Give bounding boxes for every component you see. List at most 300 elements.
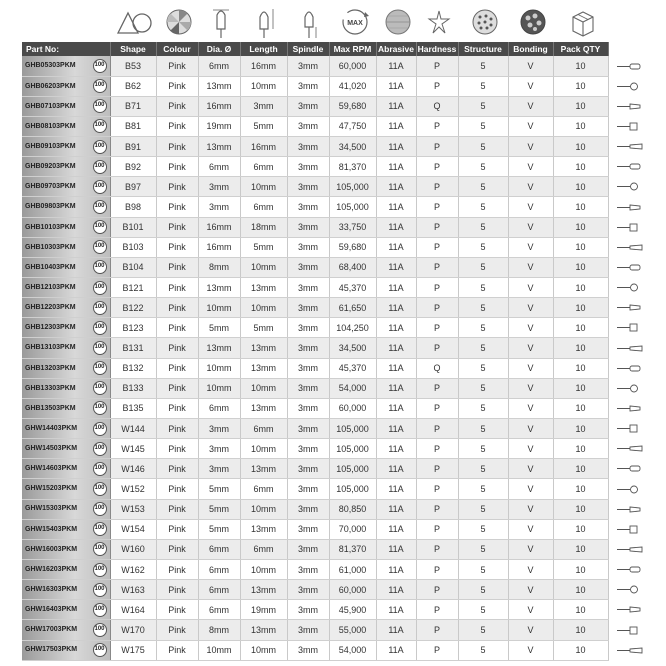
shape-silhouette-column: [614, 56, 664, 660]
cell-max-rpm: 59,680: [329, 96, 376, 116]
cell-pack-qty: 10: [553, 459, 608, 479]
cell-hardness: P: [416, 378, 458, 398]
cell-structure: 5: [458, 600, 508, 620]
table-row: [22, 499, 608, 519]
cell-length: 10mm: [240, 257, 287, 277]
max-rpm-icon: [331, 4, 378, 40]
cell-length: 19mm: [240, 600, 287, 620]
cell-spindle: 3mm: [287, 116, 329, 136]
cell-diameter: 5mm: [198, 519, 240, 539]
cell-part-no: [22, 197, 110, 217]
part-number-text: GHB12303PKM: [25, 324, 76, 332]
pack-count-badge: 100: [93, 401, 107, 415]
cell-bonding: V: [508, 96, 553, 116]
col-header-shape: Shape: [110, 42, 156, 56]
cell-pack-qty: 10: [553, 560, 608, 580]
part-number-text: GHB12103PKM: [25, 283, 76, 291]
cell-part-no: [22, 237, 110, 257]
cell-abrasive: 11A: [376, 318, 416, 338]
cell-abrasive: 11A: [376, 378, 416, 398]
cell-max-rpm: 45,370: [329, 278, 376, 298]
shape-silhouette-icon: [614, 358, 664, 378]
cell-shape: W144: [110, 419, 156, 439]
table-row: [22, 137, 608, 157]
cell-structure: 5: [458, 56, 508, 76]
cell-shape: B131: [110, 338, 156, 358]
cell-bonding: V: [508, 137, 553, 157]
cell-spindle: 3mm: [287, 278, 329, 298]
cell-hardness: P: [416, 600, 458, 620]
cell-max-rpm: 34,500: [329, 338, 376, 358]
cell-spindle: 3mm: [287, 96, 329, 116]
cell-bonding: V: [508, 378, 553, 398]
part-number-text: GHW16403PKM: [25, 606, 78, 614]
cell-colour: Pink: [156, 116, 198, 136]
col-header-part-no: Part No:: [22, 42, 110, 56]
cell-colour: Pink: [156, 96, 198, 116]
cell-hardness: P: [416, 237, 458, 257]
table-row: [22, 398, 608, 418]
cell-diameter: 3mm: [198, 419, 240, 439]
cell-length: 13mm: [240, 338, 287, 358]
part-number-text: GHB05303PKM: [25, 62, 76, 70]
part-number-text: GHW15303PKM: [25, 505, 78, 513]
cell-shape: B122: [110, 298, 156, 318]
cell-hardness: P: [416, 116, 458, 136]
cell-colour: Pink: [156, 600, 198, 620]
cell-diameter: 3mm: [198, 439, 240, 459]
col-header-length: Length: [240, 42, 287, 56]
cell-abrasive: 11A: [376, 560, 416, 580]
cell-colour: Pink: [156, 580, 198, 600]
cell-part-no: [22, 560, 110, 580]
pack-count-badge: 100: [93, 462, 107, 476]
cell-hardness: Q: [416, 358, 458, 378]
table-header-row: [22, 42, 608, 56]
cell-part-no: [22, 580, 110, 600]
shape-silhouette-icon: [614, 318, 664, 338]
cell-shape: W146: [110, 459, 156, 479]
cell-max-rpm: 54,000: [329, 378, 376, 398]
cell-max-rpm: 61,000: [329, 560, 376, 580]
cell-bonding: V: [508, 580, 553, 600]
cell-length: 10mm: [240, 640, 287, 660]
shape-silhouette-icon: [614, 479, 664, 499]
cell-part-no: [22, 177, 110, 197]
shapes-icon: [112, 4, 158, 40]
col-header-max-rpm: Max RPM: [329, 42, 376, 56]
cell-length: 5mm: [240, 318, 287, 338]
cell-shape: B121: [110, 278, 156, 298]
cell-structure: 5: [458, 257, 508, 277]
col-header-diameter: Dia. Ø: [198, 42, 240, 56]
cell-pack-qty: 10: [553, 56, 608, 76]
cell-diameter: 13mm: [198, 76, 240, 96]
shape-silhouette-icon: [614, 398, 664, 418]
cell-shape: W175: [110, 640, 156, 660]
cell-structure: 5: [458, 157, 508, 177]
pack-box-icon: [555, 4, 610, 40]
pack-count-badge: 100: [93, 79, 107, 93]
cell-hardness: P: [416, 177, 458, 197]
shape-silhouette-icon: [614, 378, 664, 398]
cell-pack-qty: 10: [553, 419, 608, 439]
cell-spindle: 3mm: [287, 318, 329, 338]
col-header-structure: Structure: [458, 42, 508, 56]
table-row: [22, 237, 608, 257]
cell-diameter: 8mm: [198, 620, 240, 640]
cell-hardness: P: [416, 318, 458, 338]
shape-silhouette-icon: [614, 76, 664, 96]
cell-hardness: P: [416, 519, 458, 539]
pack-count-badge: 100: [93, 301, 107, 315]
cell-hardness: P: [416, 76, 458, 96]
cell-length: 6mm: [240, 197, 287, 217]
cell-abrasive: 11A: [376, 76, 416, 96]
cell-spindle: 3mm: [287, 217, 329, 237]
cell-hardness: P: [416, 640, 458, 660]
table-row: [22, 278, 608, 298]
cell-bonding: V: [508, 76, 553, 96]
cell-colour: Pink: [156, 519, 198, 539]
cell-bonding: V: [508, 479, 553, 499]
cell-hardness: Q: [416, 96, 458, 116]
table-row: [22, 338, 608, 358]
cell-colour: Pink: [156, 177, 198, 197]
cell-max-rpm: 59,680: [329, 237, 376, 257]
cell-bonding: V: [508, 439, 553, 459]
cell-part-no: [22, 519, 110, 539]
cell-hardness: P: [416, 419, 458, 439]
cell-pack-qty: 10: [553, 137, 608, 157]
pack-count-badge: 100: [93, 160, 107, 174]
cell-abrasive: 11A: [376, 96, 416, 116]
cell-colour: Pink: [156, 237, 198, 257]
cell-pack-qty: 10: [553, 378, 608, 398]
cell-colour: Pink: [156, 459, 198, 479]
cell-diameter: 6mm: [198, 539, 240, 559]
shape-silhouette-icon: [614, 459, 664, 479]
shape-silhouette-icon: [614, 237, 664, 257]
cell-abrasive: 11A: [376, 519, 416, 539]
cell-colour: Pink: [156, 479, 198, 499]
table-row: [22, 419, 608, 439]
cell-bonding: V: [508, 56, 553, 76]
cell-diameter: 16mm: [198, 237, 240, 257]
cell-hardness: P: [416, 580, 458, 600]
cell-colour: Pink: [156, 197, 198, 217]
table-row: [22, 620, 608, 640]
cell-shape: B135: [110, 398, 156, 418]
cell-abrasive: 11A: [376, 257, 416, 277]
spindle-icon: [289, 4, 331, 40]
cell-spindle: 3mm: [287, 298, 329, 318]
length-icon: [242, 4, 289, 40]
cell-colour: Pink: [156, 157, 198, 177]
cell-diameter: 6mm: [198, 580, 240, 600]
pack-count-badge: 100: [93, 643, 107, 657]
cell-bonding: V: [508, 237, 553, 257]
column-icon-row: [0, 0, 666, 42]
cell-diameter: 10mm: [198, 298, 240, 318]
cell-diameter: 3mm: [198, 459, 240, 479]
cell-shape: B103: [110, 237, 156, 257]
cell-part-no: [22, 439, 110, 459]
cell-spindle: 3mm: [287, 398, 329, 418]
pack-count-badge: 100: [93, 119, 107, 133]
cell-length: 13mm: [240, 519, 287, 539]
pack-count-badge: 100: [93, 542, 107, 556]
cell-part-no: [22, 137, 110, 157]
cell-length: 13mm: [240, 459, 287, 479]
cell-spindle: 3mm: [287, 519, 329, 539]
cell-max-rpm: 47,750: [329, 116, 376, 136]
cell-max-rpm: 45,370: [329, 358, 376, 378]
cell-part-no: [22, 76, 110, 96]
cell-length: 18mm: [240, 217, 287, 237]
table-row: [22, 116, 608, 136]
shape-silhouette-icon: [614, 96, 664, 116]
cell-spindle: 3mm: [287, 338, 329, 358]
cell-spindle: 3mm: [287, 419, 329, 439]
cell-spindle: 3mm: [287, 560, 329, 580]
cell-spindle: 3mm: [287, 539, 329, 559]
cell-colour: Pink: [156, 398, 198, 418]
cell-spindle: 3mm: [287, 358, 329, 378]
cell-abrasive: 11A: [376, 298, 416, 318]
cell-part-no: [22, 620, 110, 640]
part-number-text: GHW14603PKM: [25, 465, 78, 473]
cell-length: 13mm: [240, 358, 287, 378]
cell-diameter: 6mm: [198, 398, 240, 418]
cell-pack-qty: 10: [553, 197, 608, 217]
cell-pack-qty: 10: [553, 358, 608, 378]
cell-pack-qty: 10: [553, 157, 608, 177]
colour-wheel-icon: [158, 4, 200, 40]
cell-bonding: V: [508, 600, 553, 620]
cell-structure: 5: [458, 398, 508, 418]
cell-structure: 5: [458, 76, 508, 96]
cell-hardness: P: [416, 157, 458, 177]
cell-abrasive: 11A: [376, 338, 416, 358]
cell-spindle: 3mm: [287, 459, 329, 479]
col-header-colour: Colour: [156, 42, 198, 56]
cell-structure: 5: [458, 580, 508, 600]
table-row: [22, 76, 608, 96]
cell-length: 10mm: [240, 76, 287, 96]
shape-silhouette-icon: [614, 56, 664, 76]
cell-part-no: [22, 539, 110, 559]
cell-bonding: V: [508, 116, 553, 136]
cell-hardness: P: [416, 499, 458, 519]
cell-abrasive: 11A: [376, 479, 416, 499]
pack-count-badge: 100: [93, 321, 107, 335]
cell-spindle: 3mm: [287, 137, 329, 157]
cell-shape: W153: [110, 499, 156, 519]
table-row: [22, 560, 608, 580]
structure-icon: [460, 4, 510, 40]
cell-max-rpm: 60,000: [329, 56, 376, 76]
cell-max-rpm: 80,850: [329, 499, 376, 519]
cell-structure: 5: [458, 419, 508, 439]
table-row: [22, 197, 608, 217]
cell-pack-qty: 10: [553, 96, 608, 116]
cell-colour: Pink: [156, 419, 198, 439]
cell-structure: 5: [458, 177, 508, 197]
shape-silhouette-icon: [614, 338, 664, 358]
cell-structure: 5: [458, 560, 508, 580]
cell-pack-qty: 10: [553, 278, 608, 298]
shape-silhouette-icon: [614, 539, 664, 559]
part-number-text: GHB10303PKM: [25, 243, 76, 251]
cell-spindle: 3mm: [287, 499, 329, 519]
cell-bonding: V: [508, 177, 553, 197]
table-row: [22, 439, 608, 459]
cell-bonding: V: [508, 358, 553, 378]
cell-max-rpm: 105,000: [329, 439, 376, 459]
cell-length: 6mm: [240, 419, 287, 439]
cell-structure: 5: [458, 358, 508, 378]
col-header-bonding: Bonding: [508, 42, 553, 56]
cell-spindle: 3mm: [287, 439, 329, 459]
cell-shape: W162: [110, 560, 156, 580]
cell-max-rpm: 60,000: [329, 398, 376, 418]
cell-length: 6mm: [240, 479, 287, 499]
cell-abrasive: 11A: [376, 278, 416, 298]
cell-spindle: 3mm: [287, 580, 329, 600]
cell-part-no: [22, 459, 110, 479]
cell-shape: B98: [110, 197, 156, 217]
cell-pack-qty: 10: [553, 298, 608, 318]
cell-pack-qty: 10: [553, 318, 608, 338]
cell-pack-qty: 10: [553, 580, 608, 600]
part-number-text: GHB10403PKM: [25, 263, 76, 271]
cell-bonding: V: [508, 459, 553, 479]
diameter-icon: [200, 4, 242, 40]
cell-bonding: V: [508, 338, 553, 358]
cell-bonding: V: [508, 278, 553, 298]
cell-bonding: V: [508, 217, 553, 237]
cell-hardness: P: [416, 620, 458, 640]
part-number-text: GHB09803PKM: [25, 203, 76, 211]
cell-part-no: [22, 358, 110, 378]
hardness-icon: [418, 4, 460, 40]
cell-part-no: [22, 338, 110, 358]
cell-hardness: P: [416, 56, 458, 76]
table-row: [22, 640, 608, 660]
table-row: [22, 580, 608, 600]
cell-length: 6mm: [240, 157, 287, 177]
pack-count-badge: 100: [93, 59, 107, 73]
cell-colour: Pink: [156, 56, 198, 76]
table-row: [22, 257, 608, 277]
cell-abrasive: 11A: [376, 217, 416, 237]
cell-pack-qty: 10: [553, 116, 608, 136]
col-header-pack-qty: Pack QTY: [553, 42, 608, 56]
cell-diameter: 3mm: [198, 177, 240, 197]
cell-colour: Pink: [156, 217, 198, 237]
shape-silhouette-icon: [614, 298, 664, 318]
cell-spindle: 3mm: [287, 600, 329, 620]
table-row: [22, 56, 608, 76]
cell-length: 5mm: [240, 116, 287, 136]
abrasive-icon: [378, 4, 418, 40]
cell-shape: W145: [110, 439, 156, 459]
pack-count-badge: 100: [93, 563, 107, 577]
part-number-text: GHW14503PKM: [25, 445, 78, 453]
cell-hardness: P: [416, 278, 458, 298]
cell-structure: 5: [458, 137, 508, 157]
cell-abrasive: 11A: [376, 580, 416, 600]
table-row: [22, 539, 608, 559]
cell-colour: Pink: [156, 338, 198, 358]
cell-pack-qty: 10: [553, 539, 608, 559]
cell-bonding: V: [508, 620, 553, 640]
cell-length: 16mm: [240, 56, 287, 76]
shape-silhouette-icon: [614, 137, 664, 157]
cell-max-rpm: 60,000: [329, 580, 376, 600]
cell-shape: B101: [110, 217, 156, 237]
cell-diameter: 13mm: [198, 137, 240, 157]
cell-max-rpm: 33,750: [329, 217, 376, 237]
shape-silhouette-icon: [614, 116, 664, 136]
cell-shape: B133: [110, 378, 156, 398]
cell-hardness: P: [416, 338, 458, 358]
cell-spindle: 3mm: [287, 620, 329, 640]
cell-max-rpm: 34,500: [329, 137, 376, 157]
shape-silhouette-icon: [614, 278, 664, 298]
part-number-text: GHB13503PKM: [25, 404, 76, 412]
cell-bonding: V: [508, 197, 553, 217]
cell-pack-qty: 10: [553, 620, 608, 640]
cell-hardness: P: [416, 459, 458, 479]
cell-diameter: 3mm: [198, 197, 240, 217]
table-row: [22, 177, 608, 197]
cell-bonding: V: [508, 157, 553, 177]
cell-max-rpm: 68,400: [329, 257, 376, 277]
cell-shape: W154: [110, 519, 156, 539]
cell-structure: 5: [458, 96, 508, 116]
part-number-text: GHW17503PKM: [25, 646, 78, 654]
pack-count-badge: 100: [93, 623, 107, 637]
cell-hardness: P: [416, 217, 458, 237]
part-number-text: GHB09203PKM: [25, 163, 76, 171]
part-number-text: GHW15203PKM: [25, 485, 78, 493]
cell-abrasive: 11A: [376, 116, 416, 136]
cell-max-rpm: 105,000: [329, 197, 376, 217]
cell-diameter: 13mm: [198, 278, 240, 298]
cell-structure: 5: [458, 519, 508, 539]
cell-hardness: P: [416, 398, 458, 418]
cell-part-no: [22, 257, 110, 277]
table-row: [22, 519, 608, 539]
pack-count-badge: 100: [93, 240, 107, 254]
part-number-text: GHW16303PKM: [25, 586, 78, 594]
cell-max-rpm: 54,000: [329, 640, 376, 660]
shape-silhouette-icon: [614, 560, 664, 580]
cell-diameter: 10mm: [198, 358, 240, 378]
cell-structure: 5: [458, 640, 508, 660]
cell-length: 10mm: [240, 439, 287, 459]
cell-part-no: [22, 116, 110, 136]
part-number-text: GHB13103PKM: [25, 344, 76, 352]
table-row: [22, 157, 608, 177]
cell-colour: Pink: [156, 76, 198, 96]
cell-pack-qty: 10: [553, 177, 608, 197]
pack-count-badge: 100: [93, 180, 107, 194]
cell-abrasive: 11A: [376, 177, 416, 197]
table-row: [22, 459, 608, 479]
